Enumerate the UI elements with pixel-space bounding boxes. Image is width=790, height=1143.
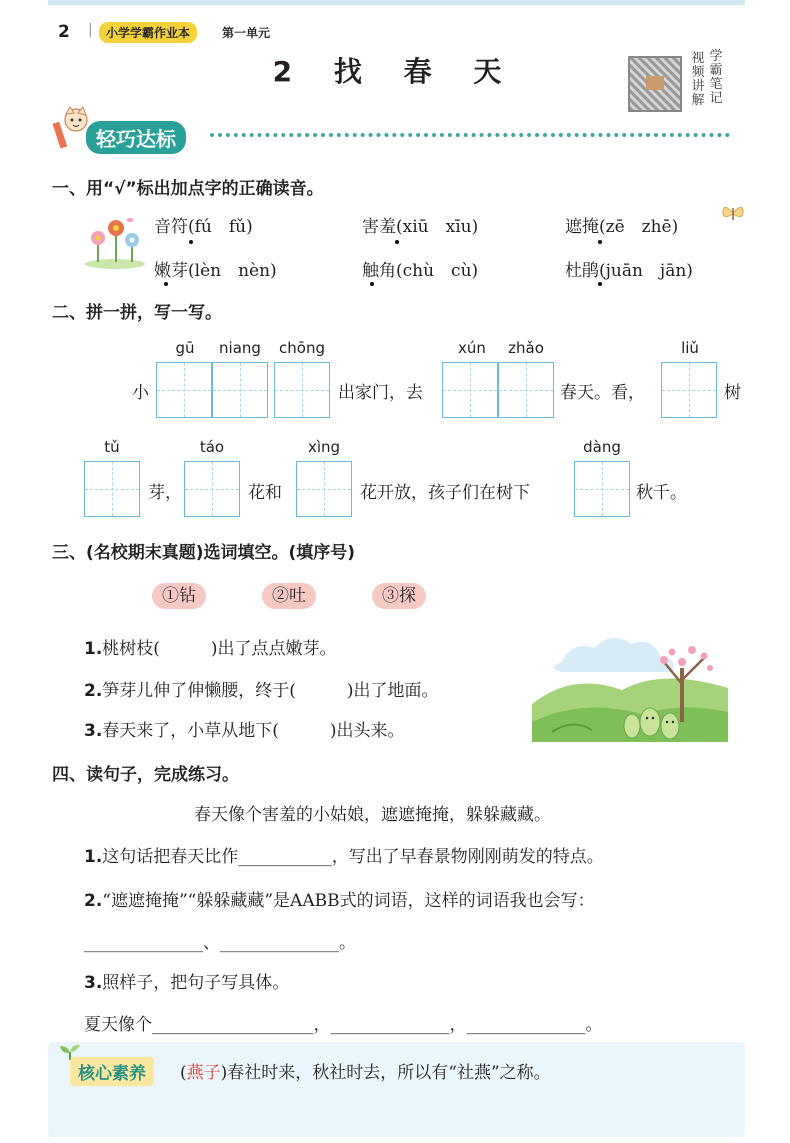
q3-heading: 三、(名校期末真题)选词填空。(填序号) bbox=[52, 543, 356, 563]
q2-text: 秋千。 bbox=[636, 483, 687, 503]
pinyin-label: gū bbox=[175, 339, 195, 357]
q1-word: 遮掩 bbox=[565, 217, 599, 237]
brand-badge: 小学学霸作业本 bbox=[99, 22, 197, 43]
core-literacy-label: 核心素养 bbox=[70, 1057, 154, 1086]
writing-box[interactable] bbox=[156, 362, 212, 418]
unit-label: 第一单元 bbox=[222, 26, 271, 40]
q1-item-4 bbox=[154, 256, 277, 281]
pinyin-label: xún bbox=[458, 339, 486, 357]
q1-options: (lèn nèn) bbox=[188, 261, 277, 281]
pinyin-label: niang bbox=[219, 339, 261, 357]
q1-item-1 bbox=[154, 212, 253, 237]
emphasis-dot bbox=[598, 240, 602, 244]
pinyin-label: dàng bbox=[583, 438, 621, 456]
q4-sentence: 春天像个害羞的小姑娘，遮遮掩掩，躲躲藏藏。 bbox=[194, 805, 551, 825]
q1-heading: 一、用“√”标出加点字的正确读音。 bbox=[52, 179, 324, 199]
choice-option-2[interactable]: ②吐 bbox=[262, 583, 316, 609]
lesson-title: 2 找 春 天 bbox=[272, 55, 518, 88]
pinyin-label: zhǎo bbox=[508, 339, 544, 357]
pinyin-label: liǔ bbox=[681, 339, 699, 357]
writing-box[interactable] bbox=[212, 362, 268, 418]
q2-heading: 二、拼一拼，写一写。 bbox=[52, 303, 222, 323]
top-border bbox=[48, 0, 745, 5]
dotted-divider bbox=[210, 133, 730, 137]
q1-item-5 bbox=[362, 256, 478, 281]
q1-item-2 bbox=[362, 212, 478, 237]
qr-code-icon[interactable] bbox=[628, 56, 682, 112]
q1-word: 杜鹃 bbox=[565, 261, 599, 281]
q1-options: (chù cù) bbox=[396, 261, 479, 281]
writing-box[interactable] bbox=[574, 461, 630, 517]
q3-item-3: 3.春天来了，小草从地下( )出头来。 bbox=[84, 721, 405, 741]
q1-item-6 bbox=[565, 256, 693, 281]
q4-heading: 四、读句子，完成练习。 bbox=[52, 765, 239, 785]
q1-word: 触角 bbox=[362, 261, 396, 281]
q2-text: 春天。看， bbox=[560, 383, 645, 403]
q3-item-1: 1.桃树枝( )出了点点嫩芽。 bbox=[84, 639, 337, 659]
choice-option-3[interactable]: ③探 bbox=[372, 583, 426, 609]
q2-text: 树 bbox=[724, 383, 741, 403]
flowers-icon bbox=[82, 214, 148, 270]
writing-box[interactable] bbox=[274, 362, 330, 418]
emphasis-dot bbox=[395, 240, 399, 244]
emphasis-dot bbox=[598, 282, 602, 286]
spring-landscape-illustration bbox=[532, 622, 728, 742]
q2-text: 小 bbox=[132, 383, 149, 403]
q1-word: 嫩芽 bbox=[154, 261, 188, 281]
pinyin-label: xìng bbox=[307, 438, 341, 456]
q3-item-2: 2.笋芽儿伸了伸懒腰，终于( )出了地面。 bbox=[84, 681, 439, 701]
pinyin-label: chōng bbox=[279, 339, 325, 357]
emphasis-dot bbox=[189, 240, 193, 244]
q2-text: 花开放，孩子们在树下 bbox=[360, 483, 530, 503]
q1-options: (fú fǔ) bbox=[188, 217, 253, 237]
q2-text: 出家门，去 bbox=[338, 383, 423, 403]
writing-box[interactable] bbox=[184, 461, 240, 517]
writing-box[interactable] bbox=[84, 461, 140, 517]
header-divider: | bbox=[88, 22, 93, 38]
choice-option-1[interactable]: ①钻 bbox=[152, 583, 206, 609]
q4-item-3: 3.照样子，把句子写具体。 bbox=[84, 973, 290, 993]
core-literacy-text: (燕子)春社时来，秋社时去，所以有“社燕”之称。 bbox=[180, 1063, 551, 1083]
qr-label-notes: 学霸笔记 bbox=[709, 49, 723, 106]
writing-box[interactable] bbox=[296, 461, 352, 517]
emphasis-dot bbox=[164, 282, 168, 286]
q1-options: (juān jān) bbox=[599, 261, 693, 281]
section-banner: 轻巧达标 bbox=[86, 121, 186, 154]
q2-text: 花和 bbox=[248, 483, 282, 503]
q1-item-3 bbox=[565, 212, 678, 237]
q1-word: 音符 bbox=[154, 217, 188, 237]
writing-box[interactable] bbox=[661, 362, 717, 418]
q4-item-1: 1.这句话把春天比作___________，写出了早春景物刚刚萌发的特点。 bbox=[84, 847, 604, 867]
writing-box[interactable] bbox=[442, 362, 498, 418]
page-number: 2 bbox=[58, 22, 70, 42]
core-literacy-box bbox=[48, 1042, 745, 1137]
pinyin-label: tǔ bbox=[104, 438, 120, 456]
q4-item-2-answer-line[interactable]: ______________、______________。 bbox=[84, 933, 356, 953]
q4-item-3-answer-line[interactable]: 夏天像个___________________，______________，______________。 bbox=[84, 1015, 603, 1035]
q1-options: (xiū xīu) bbox=[396, 217, 479, 237]
qr-label-video: 视频讲解 bbox=[691, 51, 705, 108]
q4-item-2: 2.“遮遮掩掩”“躲躲藏藏”是AABB式的词语，这样的词语我也会写： bbox=[84, 891, 595, 911]
pinyin-label: táo bbox=[199, 438, 225, 456]
butterfly-icon bbox=[720, 200, 746, 226]
writing-box[interactable] bbox=[498, 362, 554, 418]
highlight-word: 燕子 bbox=[186, 1063, 221, 1083]
q1-word: 害羞 bbox=[362, 217, 396, 237]
emphasis-dot bbox=[370, 282, 374, 286]
q2-text: 芽， bbox=[148, 483, 182, 503]
q1-options: (zē zhē) bbox=[599, 217, 679, 237]
